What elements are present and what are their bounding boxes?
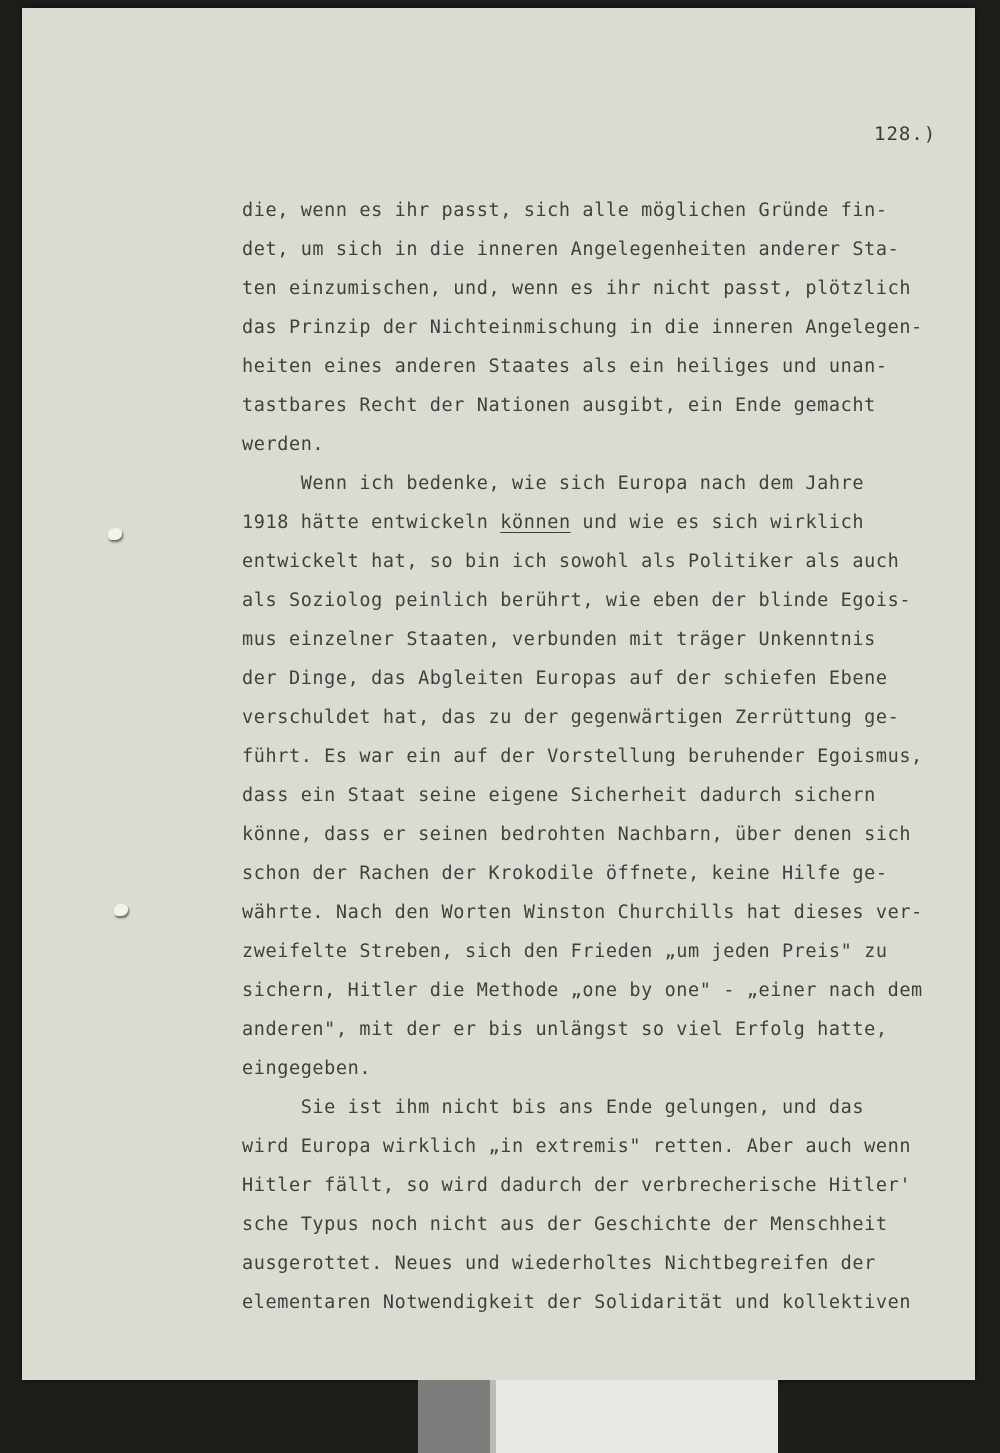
text-line: tastbares Recht der Nationen ausgibt, ein Ende gemacht bbox=[242, 395, 876, 416]
text-line: sichern, Hitler die Methode „one by one" - „einer nach dem bbox=[242, 980, 923, 1001]
text-segment: und wie es sich wirklich bbox=[570, 512, 865, 533]
text-line: anderen", mit der er bis unlängst so viel Erfolg hatte, bbox=[242, 1019, 888, 1040]
text-line: wird Europa wirklich „in extremis" retten. Aber auch wenn bbox=[242, 1136, 912, 1157]
text-line: sche Typus noch nicht aus der Geschichte der Menschheit bbox=[242, 1214, 888, 1235]
text-line: Sie ist ihm nicht bis ans Ende gelungen, und das bbox=[242, 1097, 865, 1118]
text-line: mus einzelner Staaten, verbunden mit träger Unkenntnis bbox=[242, 629, 876, 650]
text-line: schon der Rachen der Krokodile öffnete, keine Hilfe ge- bbox=[242, 863, 888, 884]
scan-background-strip bbox=[0, 1380, 1000, 1453]
text-line: der Dinge, das Abgleiten Europas auf der schiefen Ebene bbox=[242, 668, 888, 689]
text-segment: 1918 hätte entwickeln bbox=[242, 512, 501, 533]
text-line: ausgerottet. Neues und wiederholtes Nichtbegreifen der bbox=[242, 1253, 876, 1274]
text-line: verschuldet hat, das zu der gegenwärtigen Zerrüttung ge- bbox=[242, 707, 900, 728]
white-calibration-patch bbox=[490, 1380, 778, 1453]
gray-calibration-patch bbox=[418, 1380, 490, 1453]
underlined-word: können bbox=[500, 512, 571, 533]
text-line: heiten eines anderen Staates als ein heiliges und unan- bbox=[242, 356, 888, 377]
page-number: 128.) bbox=[874, 123, 937, 145]
text-line: könne, dass er seinen bedrohten Nachbarn, über denen sich bbox=[242, 824, 912, 845]
text-line: elementaren Notwendigkeit der Solidarität und kollektiven bbox=[242, 1292, 912, 1313]
text-line: als Soziolog peinlich berührt, wie eben der blinde Egois- bbox=[242, 590, 912, 611]
text-line: ten einzumischen, und, wenn es ihr nicht passt, plötzlich bbox=[242, 278, 912, 299]
text-line: werden. bbox=[242, 434, 325, 455]
text-line: det, um sich in die inneren Angelegenheiten anderer Sta- bbox=[242, 239, 900, 260]
text-line: dass ein Staat seine eigene Sicherheit dadurch sichern bbox=[242, 785, 876, 806]
text-line: währte. Nach den Worten Winston Churchills hat dieses ver- bbox=[242, 902, 923, 923]
punch-hole-mark bbox=[108, 528, 122, 540]
text-line: Wenn ich bedenke, wie sich Europa nach dem Jahre bbox=[242, 473, 865, 494]
text-line bbox=[242, 512, 864, 533]
punch-hole-mark bbox=[114, 904, 128, 916]
text-line: die, wenn es ihr passt, sich alle möglichen Gründe fin- bbox=[242, 200, 888, 221]
text-line: das Prinzip der Nichteinmischung in die inneren Angelegen- bbox=[242, 317, 923, 338]
text-line: führt. Es war ein auf der Vorstellung beruhender Egoismus, bbox=[242, 746, 923, 767]
text-line: entwickelt hat, so bin ich sowohl als Politiker als auch bbox=[242, 551, 900, 572]
text-line: eingegeben. bbox=[242, 1058, 372, 1079]
text-line: Hitler fällt, so wird dadurch der verbrecherische Hitler' bbox=[242, 1175, 912, 1196]
text-line: zweifelte Streben, sich den Frieden „um jeden Preis" zu bbox=[242, 941, 888, 962]
patch-edge bbox=[490, 1380, 496, 1453]
document-page bbox=[22, 8, 975, 1380]
